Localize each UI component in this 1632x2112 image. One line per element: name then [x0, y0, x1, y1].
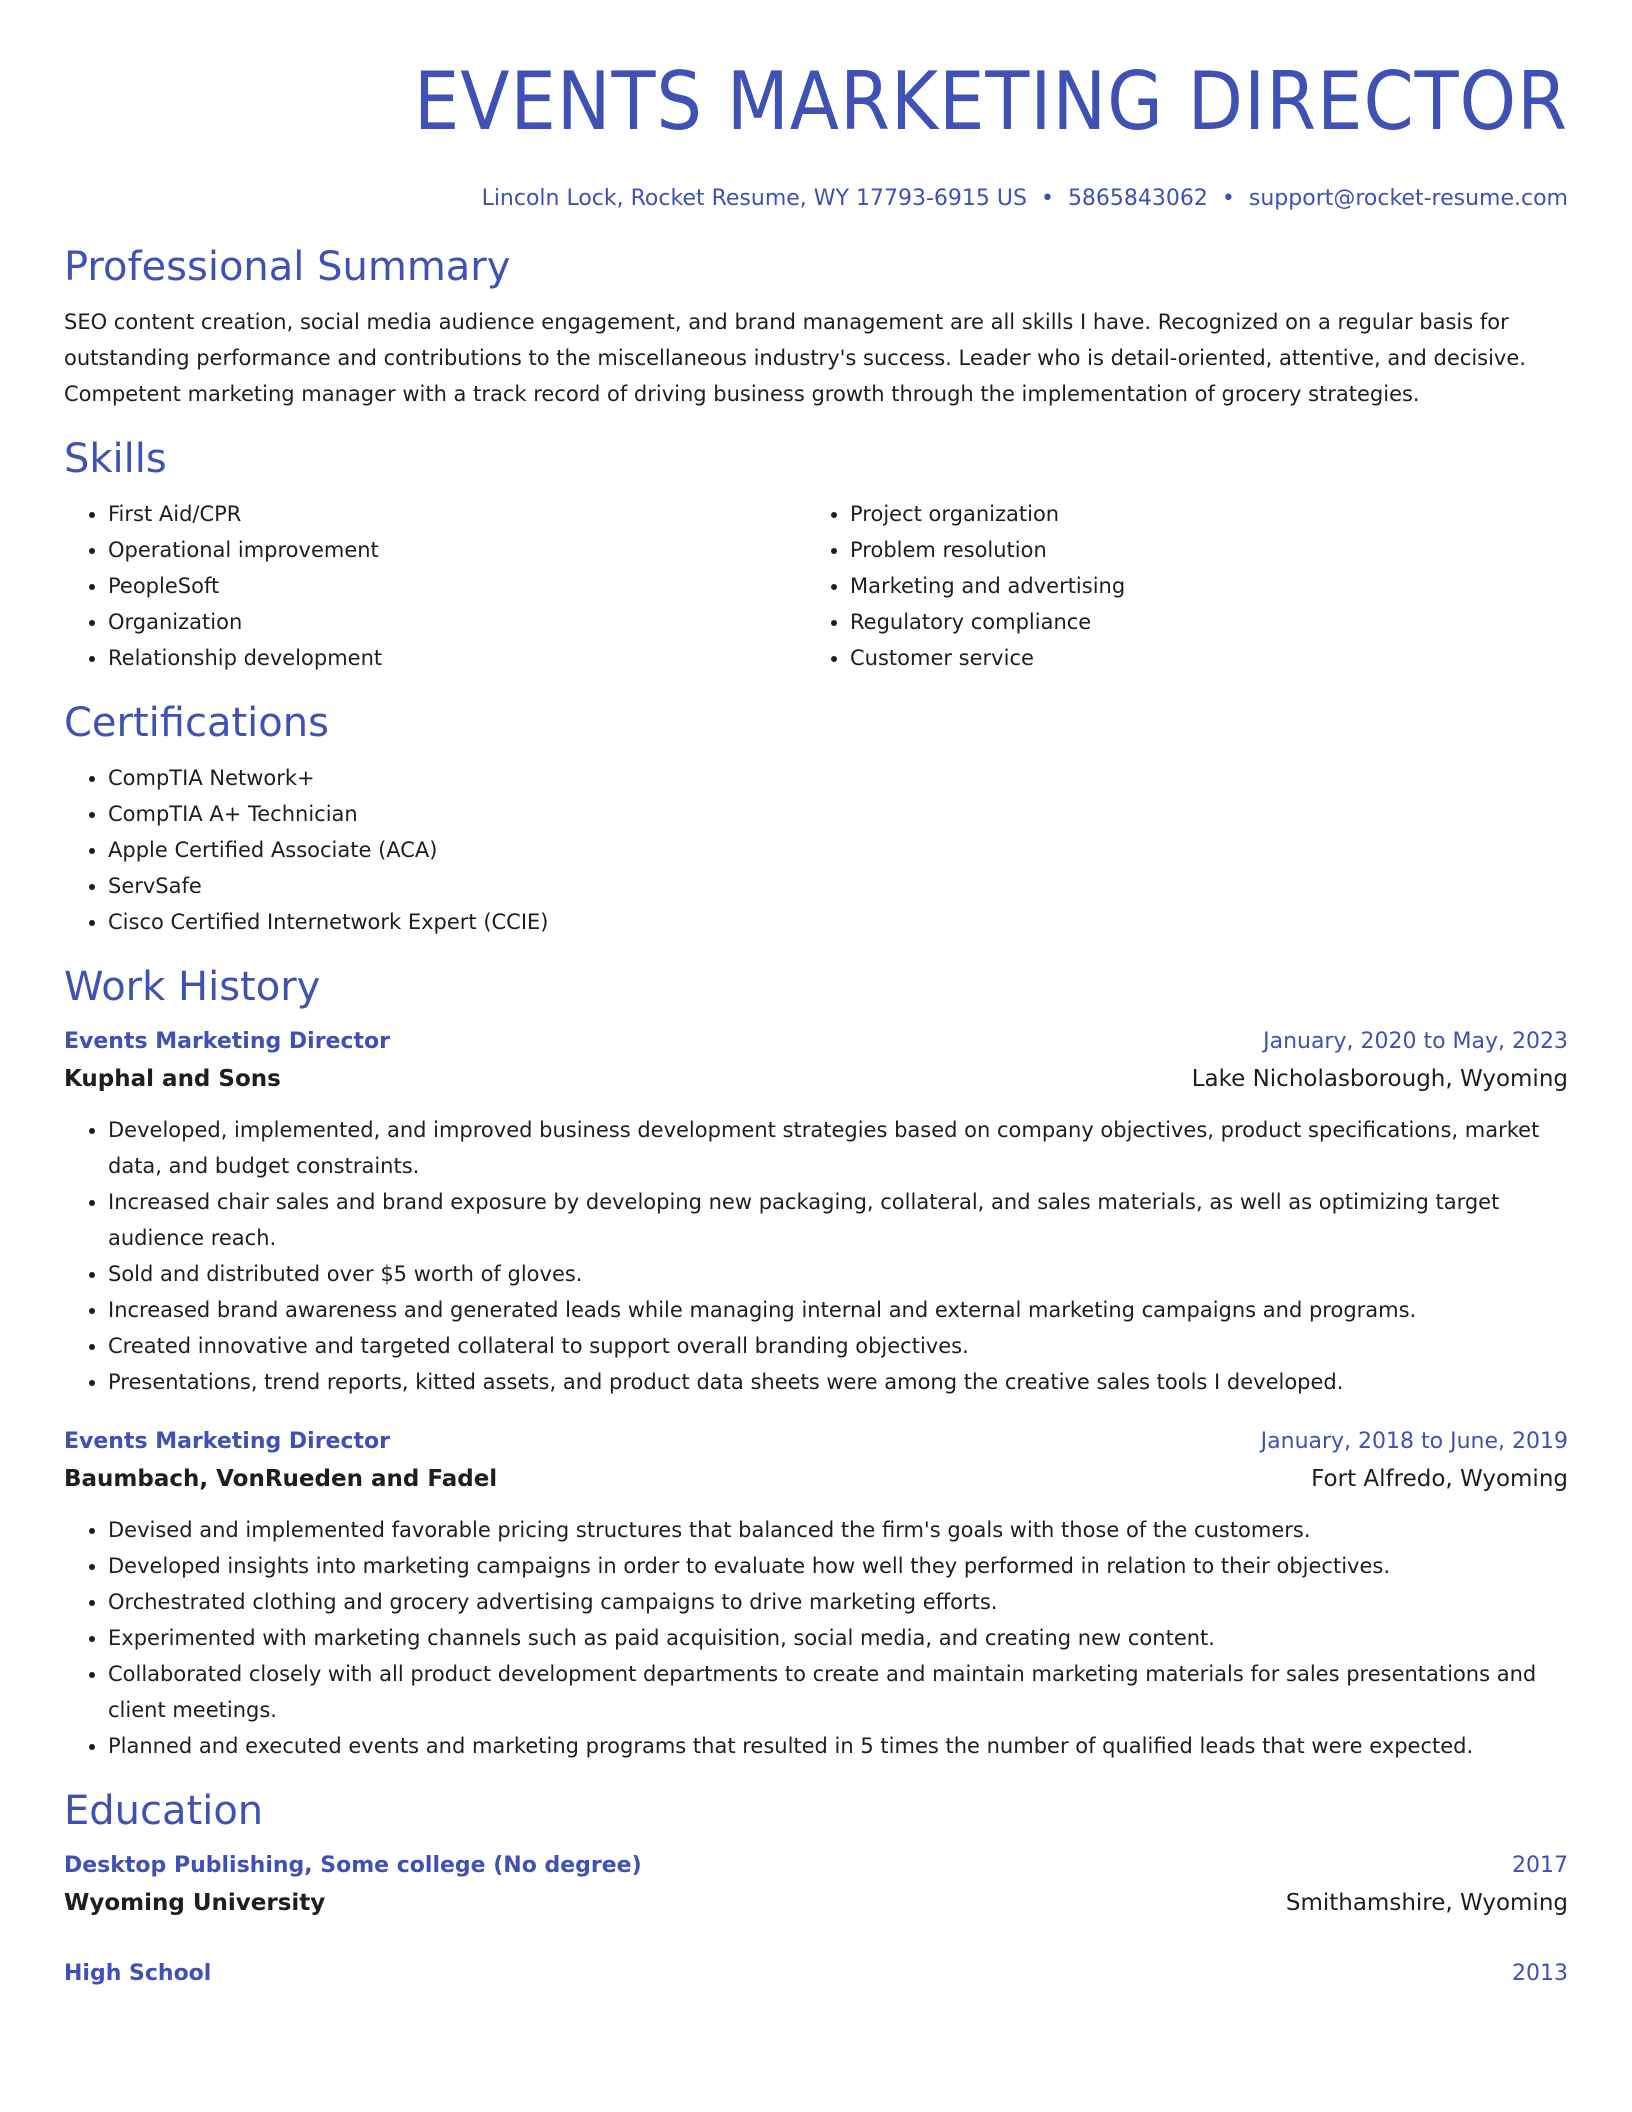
- skill-item: • Problem resolution: [850, 532, 1548, 568]
- certification-item: • CompTIA A+ Technician: [108, 796, 1568, 832]
- job-title: Events Marketing Director: [64, 1029, 390, 1054]
- skill-item: • Marketing and advertising: [850, 568, 1548, 604]
- certification-item: • Apple Certified Associate (ACA): [108, 832, 1568, 868]
- education-year: 2013: [1512, 1961, 1568, 1986]
- education-entry: [64, 1848, 1568, 1922]
- contact-separator: •: [1221, 186, 1235, 211]
- job-bullets: [64, 1512, 1568, 1764]
- job-entry: [64, 1424, 1568, 1764]
- job-bullet: • Increased chair sales and brand exposure by developing new packaging, collateral, and sales materials, as well as optimizing target audience reach.: [108, 1184, 1568, 1256]
- contact-email: support@rocket-resume.com: [1248, 186, 1568, 211]
- job-company: Baumbach, VonRueden and Fadel: [64, 1466, 498, 1492]
- summary-heading: Professional Summary: [64, 244, 511, 290]
- contact-line: [64, 184, 1568, 214]
- job-header: [64, 1024, 1568, 1060]
- skills-list: [64, 496, 1568, 676]
- skill-item: • PeopleSoft: [108, 568, 806, 604]
- job-bullet: • Developed, implemented, and improved business development strategies based on company objectives, product specifications, market data, and budget constraints.: [108, 1112, 1568, 1184]
- contact-address: Lincoln Lock, Rocket Resume, WY 17793-6915 US: [481, 186, 1027, 211]
- job-header: [64, 1424, 1568, 1460]
- education-header: [64, 1848, 1568, 1884]
- skill-item: • Project organization: [850, 496, 1548, 532]
- job-bullet: • Collaborated closely with all product development departments to create and maintain marketing materials for sales presentations and client meetings.: [108, 1656, 1568, 1728]
- job-bullet: • Orchestrated clothing and grocery advertising campaigns to drive marketing efforts.: [108, 1584, 1568, 1620]
- skills-column-right: [806, 496, 1548, 676]
- education-school: Wyoming University: [64, 1890, 326, 1916]
- skill-item: • First Aid/CPR: [108, 496, 806, 532]
- job-bullet: • Sold and distributed over $5 worth of gloves.: [108, 1256, 1568, 1292]
- job-bullet: • Developed insights into marketing campaigns in order to evaluate how well they performed in relation to their objectives.: [108, 1548, 1568, 1584]
- job-title: Events Marketing Director: [64, 1429, 390, 1454]
- education-location: Smithamshire, Wyoming: [1285, 1890, 1568, 1916]
- job-company: Kuphal and Sons: [64, 1066, 281, 1092]
- resume-title: EVENTS MARKETING DIRECTOR: [413, 55, 1568, 148]
- education-heading: Education: [64, 1788, 264, 1834]
- skills-column-left: [64, 496, 806, 676]
- skill-item: • Relationship development: [108, 640, 806, 676]
- job-subheader: [64, 1060, 1568, 1098]
- education-degree: Desktop Publishing, Some college (No degree): [64, 1853, 642, 1878]
- certification-item: • Cisco Certified Internetwork Expert (CCIE): [108, 904, 1568, 940]
- education-entry: [64, 1956, 1568, 1992]
- skill-item: • Organization: [108, 604, 806, 640]
- job-bullet: • Devised and implemented favorable pricing structures that balanced the firm's goals with those of the customers.: [108, 1512, 1568, 1548]
- job-bullet: • Experimented with marketing channels such as paid acquisition, social media, and creating new content.: [108, 1620, 1568, 1656]
- skill-item: • Operational improvement: [108, 532, 806, 568]
- education-subheader: [64, 1884, 1568, 1922]
- job-entry: [64, 1024, 1568, 1400]
- job-bullets: [64, 1112, 1568, 1400]
- job-bullet: • Presentations, trend reports, kitted assets, and product data sheets were among the creative sales tools I developed.: [108, 1364, 1568, 1400]
- job-bullet: • Created innovative and targeted collateral to support overall branding objectives.: [108, 1328, 1568, 1364]
- certification-item: • CompTIA Network+: [108, 760, 1568, 796]
- education-degree: High School: [64, 1961, 212, 1986]
- skill-item: • Regulatory compliance: [850, 604, 1548, 640]
- summary-text: SEO content creation, social media audience engagement, and brand management are all skills I have. Recognized on a regular basis for outstanding performance and contributions to the miscellaneous industry's success. Leader who is detail-oriented, attentive, and decisive. Competent marketing manager with a track record of driving business growth through the implementation of grocery strategies.: [64, 310, 1526, 406]
- certification-item: • ServSafe: [108, 868, 1568, 904]
- job-dates: January, 2018 to June, 2019: [1260, 1429, 1568, 1454]
- certifications-list: [64, 760, 1568, 940]
- job-location: Fort Alfredo, Wyoming: [1311, 1466, 1568, 1492]
- job-bullet: • Increased brand awareness and generated leads while managing internal and external marketing campaigns and programs.: [108, 1292, 1568, 1328]
- contact-phone: 5865843062: [1067, 186, 1208, 211]
- skills-heading: Skills: [64, 436, 167, 482]
- contact-separator: •: [1040, 186, 1054, 211]
- certifications-heading: Certifications: [64, 700, 329, 746]
- job-dates: January, 2020 to May, 2023: [1263, 1029, 1568, 1054]
- job-subheader: [64, 1460, 1568, 1498]
- education-header: [64, 1956, 1568, 1992]
- skill-item: • Customer service: [850, 640, 1548, 676]
- work-history-heading: Work History: [64, 964, 321, 1010]
- education-year: 2017: [1512, 1853, 1568, 1878]
- job-bullet: • Planned and executed events and marketing programs that resulted in 5 times the number of qualified leads that were expected.: [108, 1728, 1568, 1764]
- job-location: Lake Nicholasborough, Wyoming: [1191, 1066, 1568, 1092]
